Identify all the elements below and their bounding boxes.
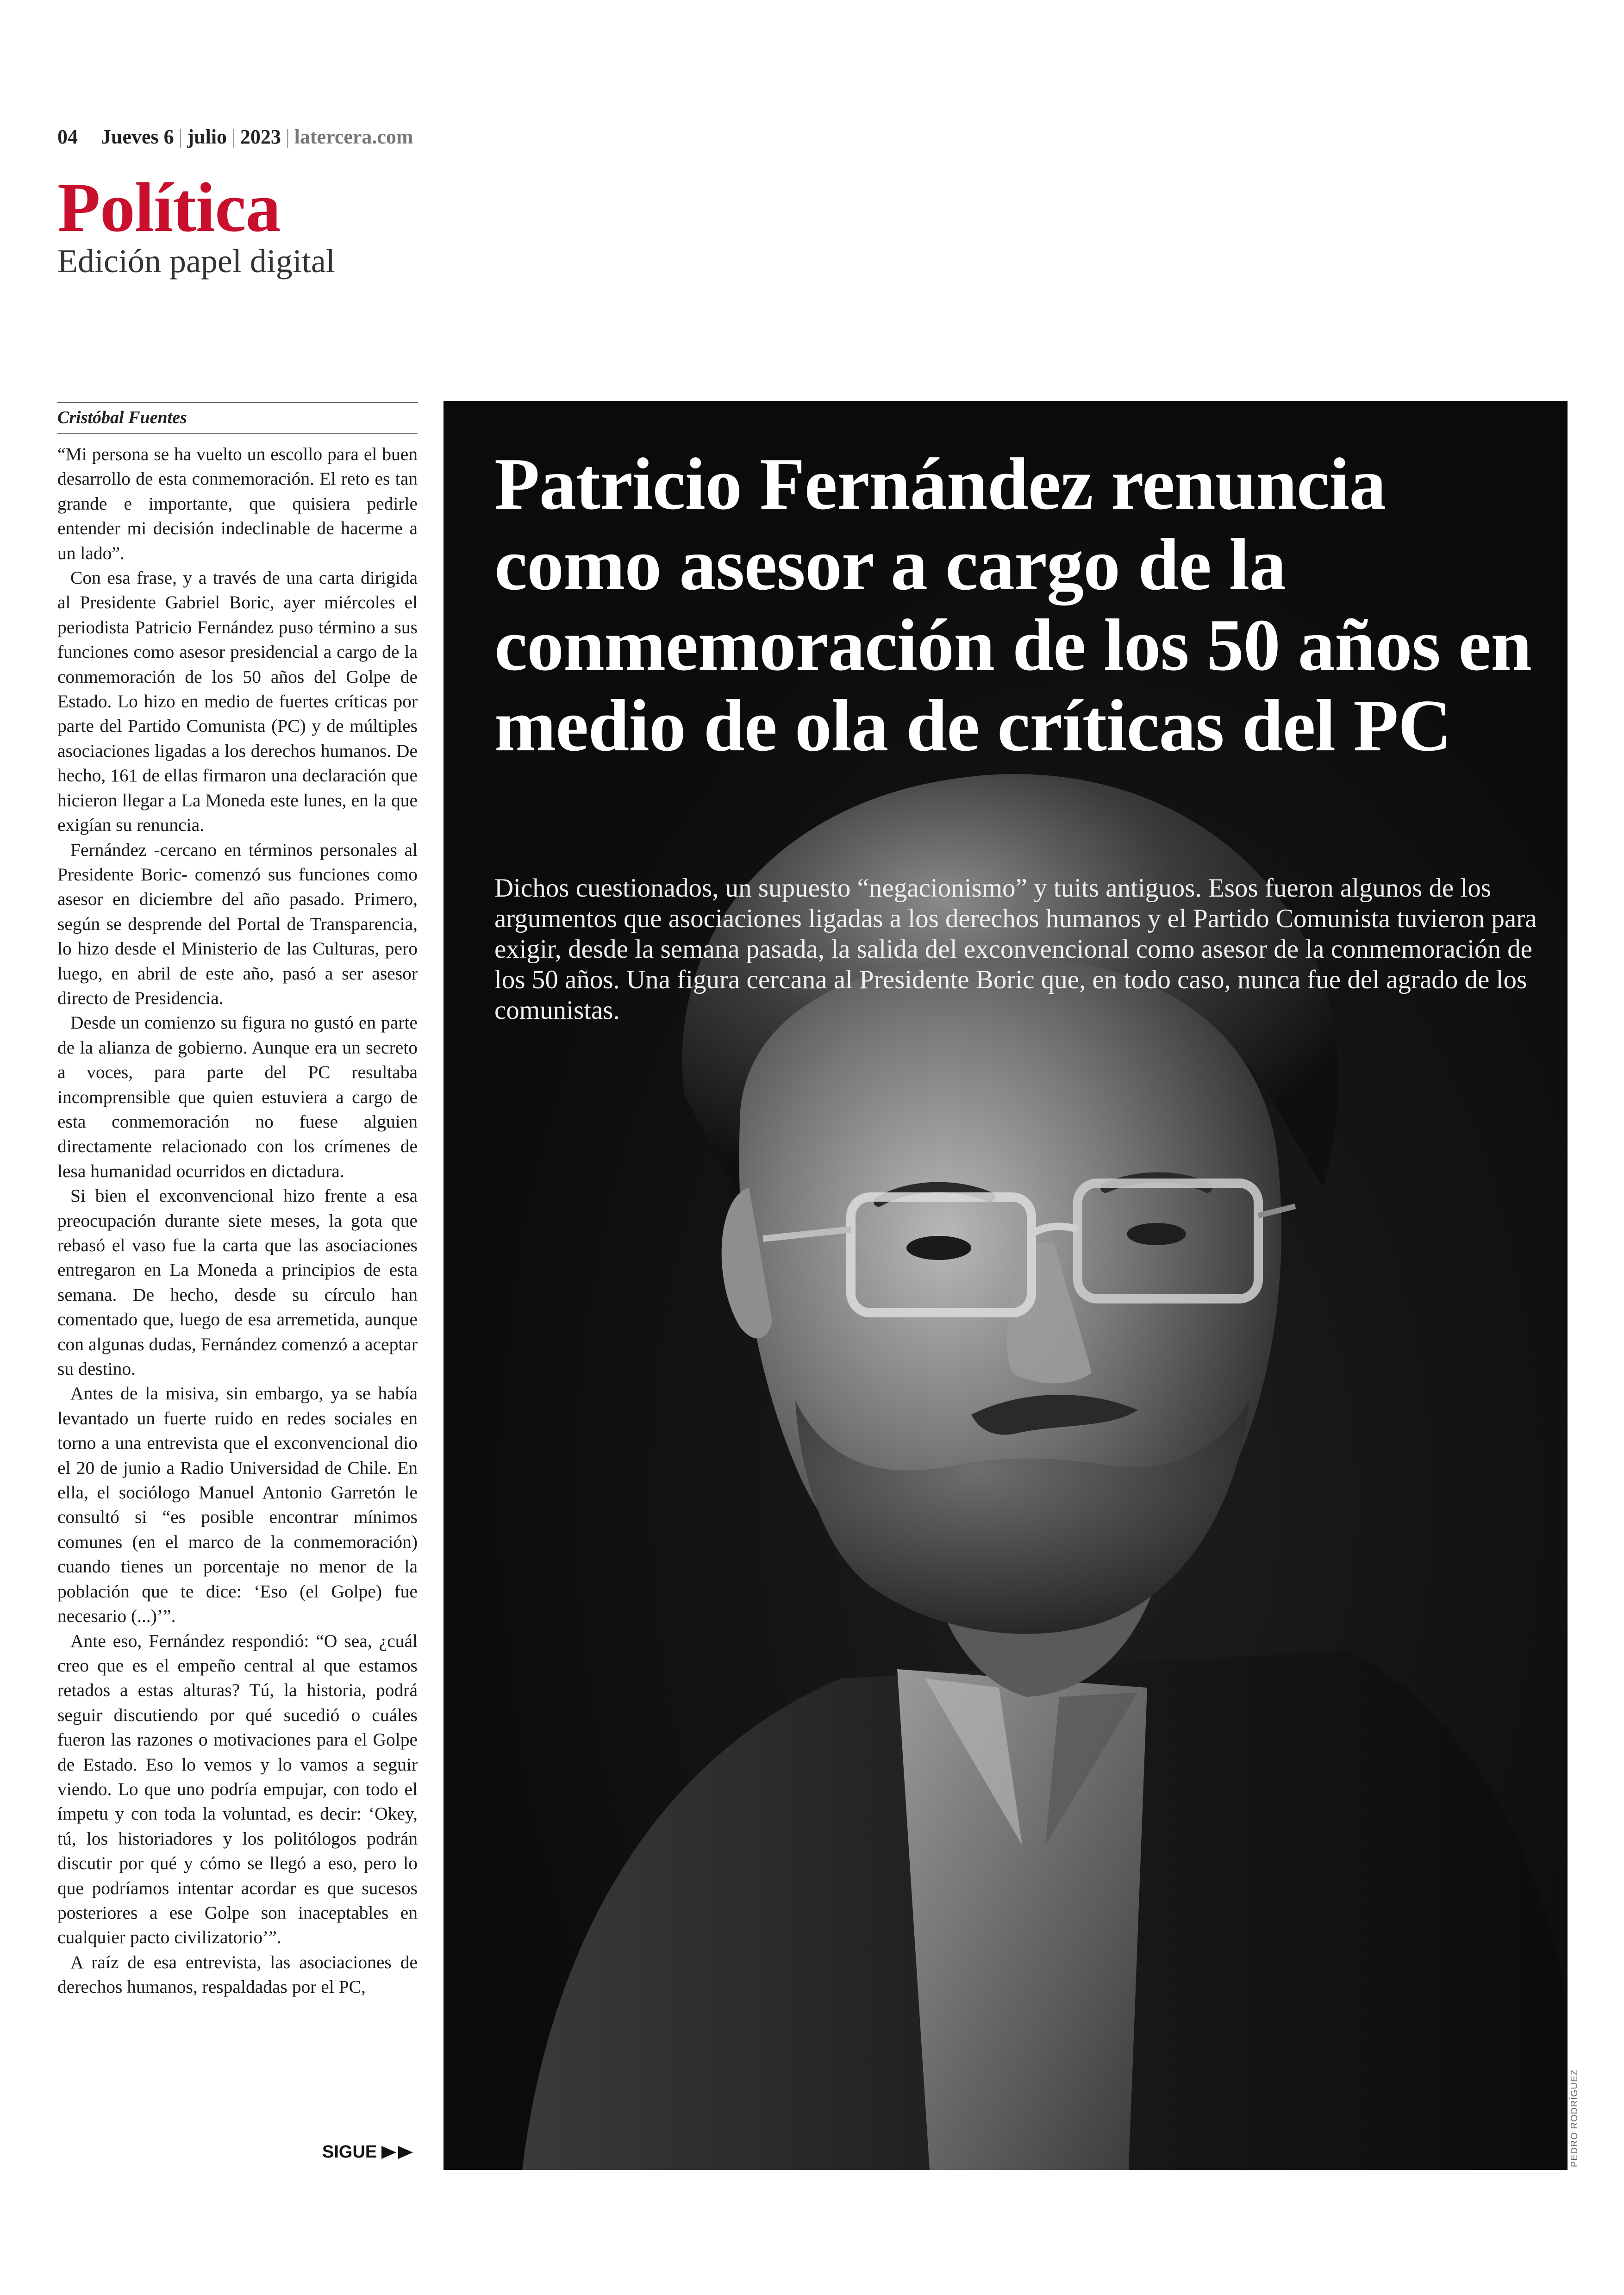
byline-divider (57, 402, 418, 403)
double-arrow-right-icon (381, 2145, 415, 2160)
page-folio (57, 125, 413, 149)
edition-year: 2023 (240, 125, 281, 148)
byline-divider (57, 433, 418, 434)
author-byline: Cristóbal Fuentes (57, 408, 187, 427)
continue-link[interactable] (322, 2142, 415, 2162)
continue-label: SIGUE (322, 2142, 377, 2162)
article-paragraph: Si bien el exconvencional hizo frente a esa preocupación durante siete meses, la gota que rebasó el vaso fue la carta que las asociaciones entregaron en La Moneda a principios de esta semana. De hecho, desde su círculo han comentado que, luego de esa arremetida, aunque con algunas dudas, Fernández comenzó a aceptar su destino. (57, 1185, 418, 1379)
article-paragraph: Con esa frase, y a través de una carta dirigida al Presidente Gabriel Boric, ayer miércoles el periodista Patricio Fernández puso término a sus funciones como asesor presidencial a cargo de la conmemoración de los 50 años del Golpe de Estado. Lo hizo en medio de fuertes críticas por parte del Partido Comunista (PC) y de múltiples asociaciones ligadas a los derechos humanos. De hecho, 161 de ellas firmaron una declaración que hicieron llegar a La Moneda este lunes, en la que exigían su renuncia. (57, 568, 418, 836)
article-paragraph: Fernández -cercano en términos personales al Presidente Boric- comenzó sus funciones como asesor en diciembre del año pasado. Primero, según se desprende del Portal de Transparencia, lo hizo desde el Ministerio de las Culturas, pero luego, en abril de este año, pasó a ser asesor directo de Presidencia. (57, 839, 418, 1008)
article-body (57, 442, 418, 2120)
site-link[interactable]: latercera.com (294, 125, 413, 148)
article-headline: Patricio Fernández renuncia como asesor a cargo de la conmemoración de los 50 años en medio de ola de críticas del PC (494, 443, 1532, 767)
lead-photo-panel (443, 401, 1568, 2170)
article-paragraph: “Mi persona se ha vuelto un escollo para el buen desarrollo de esta conmemoración. El reto es tan grande e importante, que quisiera pedirle entender mi decisión indeclinable de hacerme a un lado”. (57, 444, 418, 563)
section-title: Política (57, 168, 281, 246)
section-subtitle: Edición papel digital (57, 243, 335, 280)
article-paragraph: Desde un comienzo su figura no gustó en parte de la alianza de gobierno. Aunque era un secreto a voces, para parte del PC resultaba incomprensible que quien estuviera a cargo de esta conmemoración no fuese alguien directamente relacionado con los crímenes de lesa humanidad ocurridos en dictadura. (57, 1012, 418, 1181)
article-paragraph: Ante eso, Fernández respondió: “O sea, ¿cuál creo que es el empeño central al que estamos retados a estas alturas? Tú, la historia, podrá seguir discutiendo por qué sucedió o cuáles fueron las razones o motivaciones para el Golpe de Estado. Eso lo vemos y lo vamos a seguir viendo. Lo que uno podría empujar, con todo el ímpetu y con toda la voluntad, es decir: ‘Okey, tú, los historiadores y los politólogos podrán discutir por qué y cómo se llegó a eso, pero lo que podríamos intentar acordar es que sucesos posteriores a ese Golpe son inaceptables en cualquier pacto civilizatorio’”. (57, 1630, 418, 1948)
folio-divider: | (178, 125, 183, 148)
folio-divider: | (231, 125, 236, 148)
edition-weekday-day: Jueves 6 (101, 125, 174, 148)
photo-credit: PEDRO RODRÍGUEZ (1569, 2069, 1580, 2167)
folio-divider: | (285, 125, 290, 148)
edition-month: julio (187, 125, 227, 148)
page-number: 04 (57, 125, 78, 148)
article-deck: Dichos cuestionados, un supuesto “negacionismo” y tuits antiguos. Esos fueron algunos de los argumentos que asociaciones ligadas a los derechos humanos y el Partido Comunista tuvieron para exigir, desde la semana pasada, la salida del exconvencional como asesor de la conmemoración de los 50 años. Una figura cercana al Presidente Boric que, en todo caso, nunca fue del agrado de los comunistas. (494, 873, 1537, 1025)
article-paragraph: A raíz de esa entrevista, las asociaciones de derechos humanos, respaldadas por el PC, (57, 1952, 418, 1997)
article-paragraph: Antes de la misiva, sin embargo, ya se había levantado un fuerte ruido en redes sociales en torno a una entrevista que el exconvencional dio el 20 de junio a Radio Universidad de Chile. En ella, el sociólogo Manuel Antonio Garretón le consultó si “es posible encontrar mínimos comunes (en el marco de la conmemoración) cuando tienes un porcentaje no menor de la población que te dice: ‘Eso (el Golpe) fue necesario (...)’”. (57, 1383, 418, 1627)
